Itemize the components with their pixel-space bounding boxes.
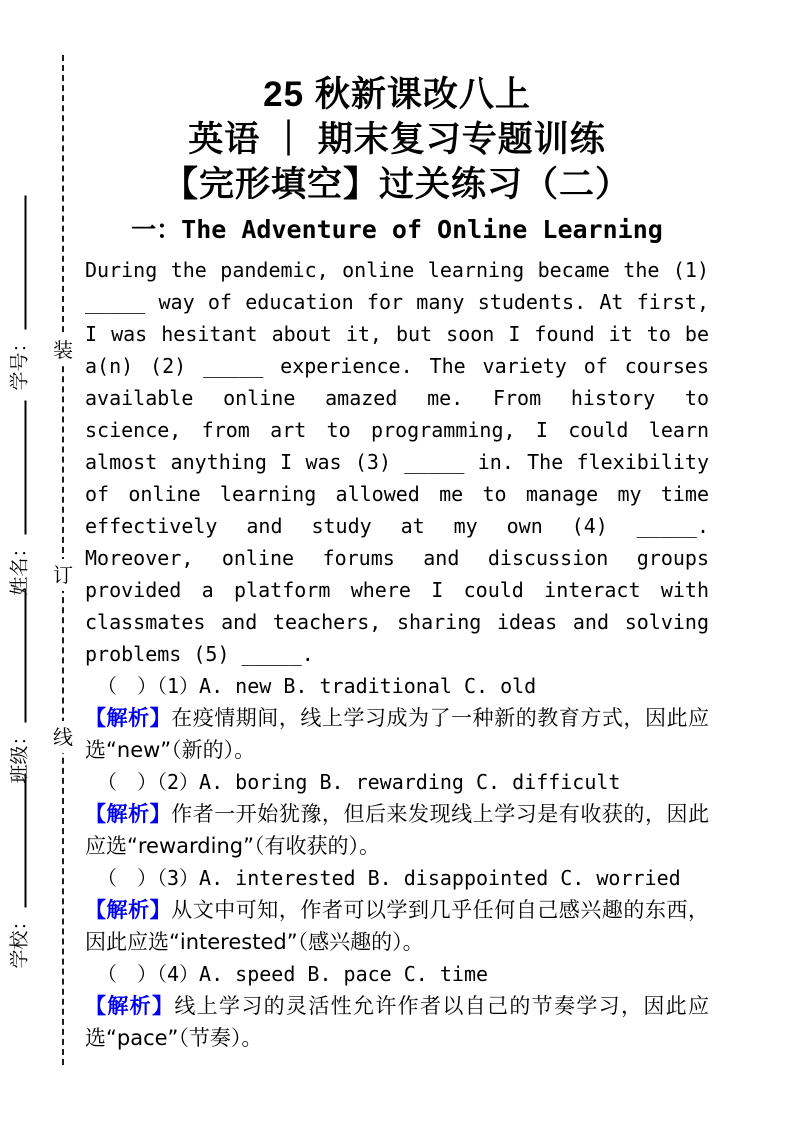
question-3-analysis (85, 894, 709, 958)
question-4-analysis (85, 990, 709, 1054)
student-name-fill-line (9, 401, 27, 535)
analysis-label: 【解析】 (85, 706, 172, 730)
student-id-label: 学号： (8, 333, 30, 391)
class-fill-line (9, 589, 27, 723)
student-id-fill-line (9, 196, 27, 330)
question-block-2 (85, 766, 709, 862)
school-fill-line (9, 774, 27, 908)
question-3-stem: （ ）（3）A. interested B. disappointed C. worried (97, 866, 681, 890)
page-title-line1: 25 秋新课改八上 (263, 75, 531, 114)
class-label: 班级： (8, 726, 30, 784)
question-block-3 (85, 862, 709, 958)
analysis-label: 【解析】 (85, 994, 175, 1018)
content-area (85, 72, 709, 1054)
page-title-line2: 英语 ｜ 期末复习专题训练 (188, 120, 606, 159)
page-title-line3: 【完形填空】过关练习（二） (162, 165, 631, 204)
analysis-text: 在疫情期间，线上学习成为了一种新的教育方式，因此应选“new”（新的）。 (85, 706, 710, 762)
binding-mark-xian: 线 (51, 721, 75, 753)
binding-mark-ding: 订 (51, 559, 75, 591)
question-2-stem: （ ）（2）A. boring B. rewarding C. difficult (97, 770, 621, 794)
question-block-1 (85, 670, 709, 766)
question-4-stem: （ ）（4）A. speed B. pace C. time (97, 962, 489, 986)
student-id-field (5, 196, 31, 391)
question-1-stem: （ ）（1）A. new B. traditional C. old (97, 674, 537, 698)
class-field (5, 589, 31, 784)
passage-title: 一：The Adventure of Online Learning (131, 215, 663, 244)
binding-mark-zhuang: 装 (51, 334, 75, 366)
question-2-analysis (85, 798, 709, 862)
question-block-4 (85, 958, 709, 1054)
analysis-text: 作者一开始犹豫，但后来发现线上学习是有收获的，因此应选“rewarding”（有收获的）。 (85, 802, 710, 858)
analysis-label: 【解析】 (85, 898, 172, 922)
school-label: 学校： (8, 911, 30, 969)
student-name-field (5, 401, 31, 596)
analysis-text: 从文中可知，作者可以学到几乎任何自己感兴趣的东西，因此应选“interested”（感兴趣的）。 (85, 898, 710, 954)
school-field (5, 774, 31, 969)
analysis-label: 【解析】 (85, 802, 172, 826)
question-1-analysis (85, 702, 709, 766)
student-name-label: 姓名： (8, 538, 30, 596)
cloze-passage: During the pandemic, online learning became the (1) _____ way of education for many students. At first, I was hesitant about it, but soon I found it to be a(n) (2) _____ experience. The variety of courses available online amazed me. From history to science, from art to programming, I could learn almost anything I was (3) _____ in. The flexibility of online learning allowed me to manage my time effectively and study at my own (4) _____. Moreover, online forums and discussion groups provided a platform where I could interact with classmates and teachers, sharing ideas and solving problems (5) _____. (85, 258, 709, 666)
analysis-text: 线上学习的灵活性允许作者以自己的节奏学习，因此应选“pace”（节奏）。 (85, 994, 710, 1050)
